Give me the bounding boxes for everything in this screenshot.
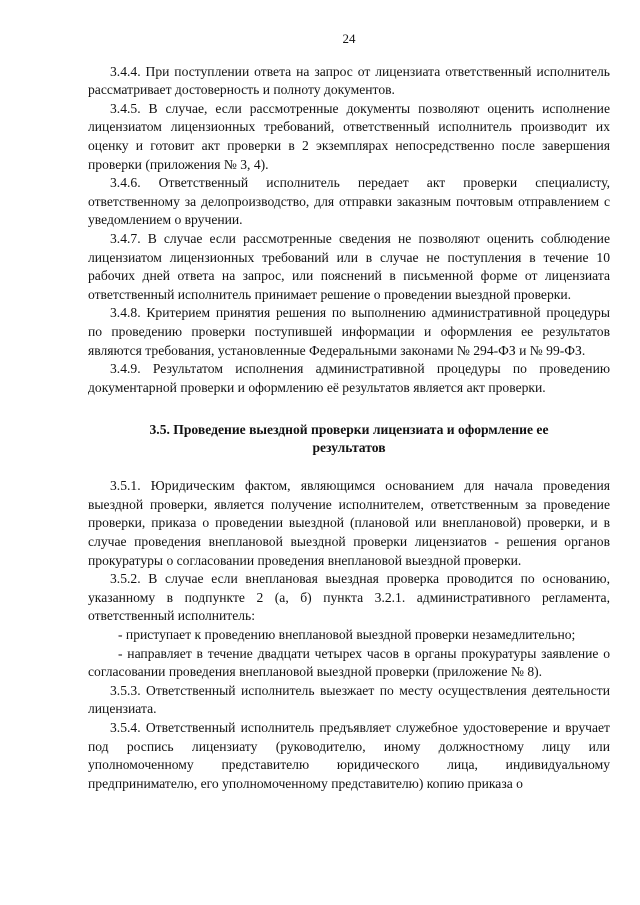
list-item-prosecutor-request: - направляет в течение двадцати четырех часов в органы прокуратуры заявление о согласовании проведения внеплановой выездной проверки (приложение № 8). xyxy=(88,645,610,680)
paragraph-3-5-1: 3.5.1. Юридическим фактом, являющимся основанием для начала проведения выездной проверки, является получение исполнителем, ответственным за проведение проверки, приказа о проведении выездной (плановой или внеплановой) проверки, и в случае проведения внеплановой выездной проверки лицензиатов - решения органов прокуратуры о согласовании проведения внеплановой выездной проверки. xyxy=(88,478,610,568)
paragraph-3-4-5: 3.4.5. В случае, если рассмотренные документы позволяют оценить исполнение лицензиатом лицензионных требований, ответственный исполнитель производит их оценку и готовит акт проверки в 2 экземплярах непосредственно после завершения проверки (приложения № 3, 4). xyxy=(88,100,610,172)
paragraph-3-5-4: 3.5.4. Ответственный исполнитель предъявляет служебное удостоверение и вручает под роспись лицензиату (руководителю, иному должностному лицу или уполномоченному представителю юридического лица, индивидуальному предпринимателю, его уполномоченному представителю) копию приказа о xyxy=(88,720,610,791)
paragraph-3-4-7: 3.4.7. В случае если рассмотренные сведения не позволяют оценить соблюдение лицензиатом лицензионных требований или в случае не поступления в течение 10 рабочих дней ответа на запрос, или пояснений в письменной форме от лицензиата ответственный исполнитель принимает решение о проведении выездной проверки. xyxy=(88,230,610,302)
paragraph-3-5-3: 3.5.3. Ответственный исполнитель выезжает по месту осуществления деятельности лицензиата. xyxy=(88,682,610,717)
list-item-immediate-start: - приступает к проведению внеплановой выездной проверки незамедлительно; xyxy=(118,627,576,643)
paragraph-3-4-4: 3.4.4. При поступлении ответа на запрос от лицензиата ответственный исполнитель рассматривает достоверность и полноту документов. xyxy=(88,63,610,98)
page-number: 24 xyxy=(342,31,356,46)
paragraph-3-4-8: 3.4.8. Критерием принятия решения по выполнению административной процедуры по проведению проверки поступившей информации и оформления ее результатов являются требования, установленные Федеральными законами № 294-ФЗ и № 99-ФЗ. xyxy=(88,305,610,358)
paragraph-3-4-9: 3.4.9. Результатом исполнения административной процедуры по проведению документарной проверки и оформлению её результатов является акт проверки. xyxy=(88,361,610,395)
document-page xyxy=(88,30,610,793)
section-heading: 3.5. Проведение выездной проверки лицензиата и оформление ее результатов xyxy=(149,422,549,456)
paragraph-3-4-6: 3.4.6. Ответственный исполнитель передает акт проверки специалисту, ответственному за делопроизводство, для отправки заказным почтовым отправлением с уведомлением о вручении. xyxy=(88,175,610,228)
paragraph-3-5-2: 3.5.2. В случае если внеплановая выездная проверка проводится по основанию, указанному в подпункте 2 (а, б) пункта 3.2.1. административного регламента, ответственный исполнитель: xyxy=(88,571,610,624)
